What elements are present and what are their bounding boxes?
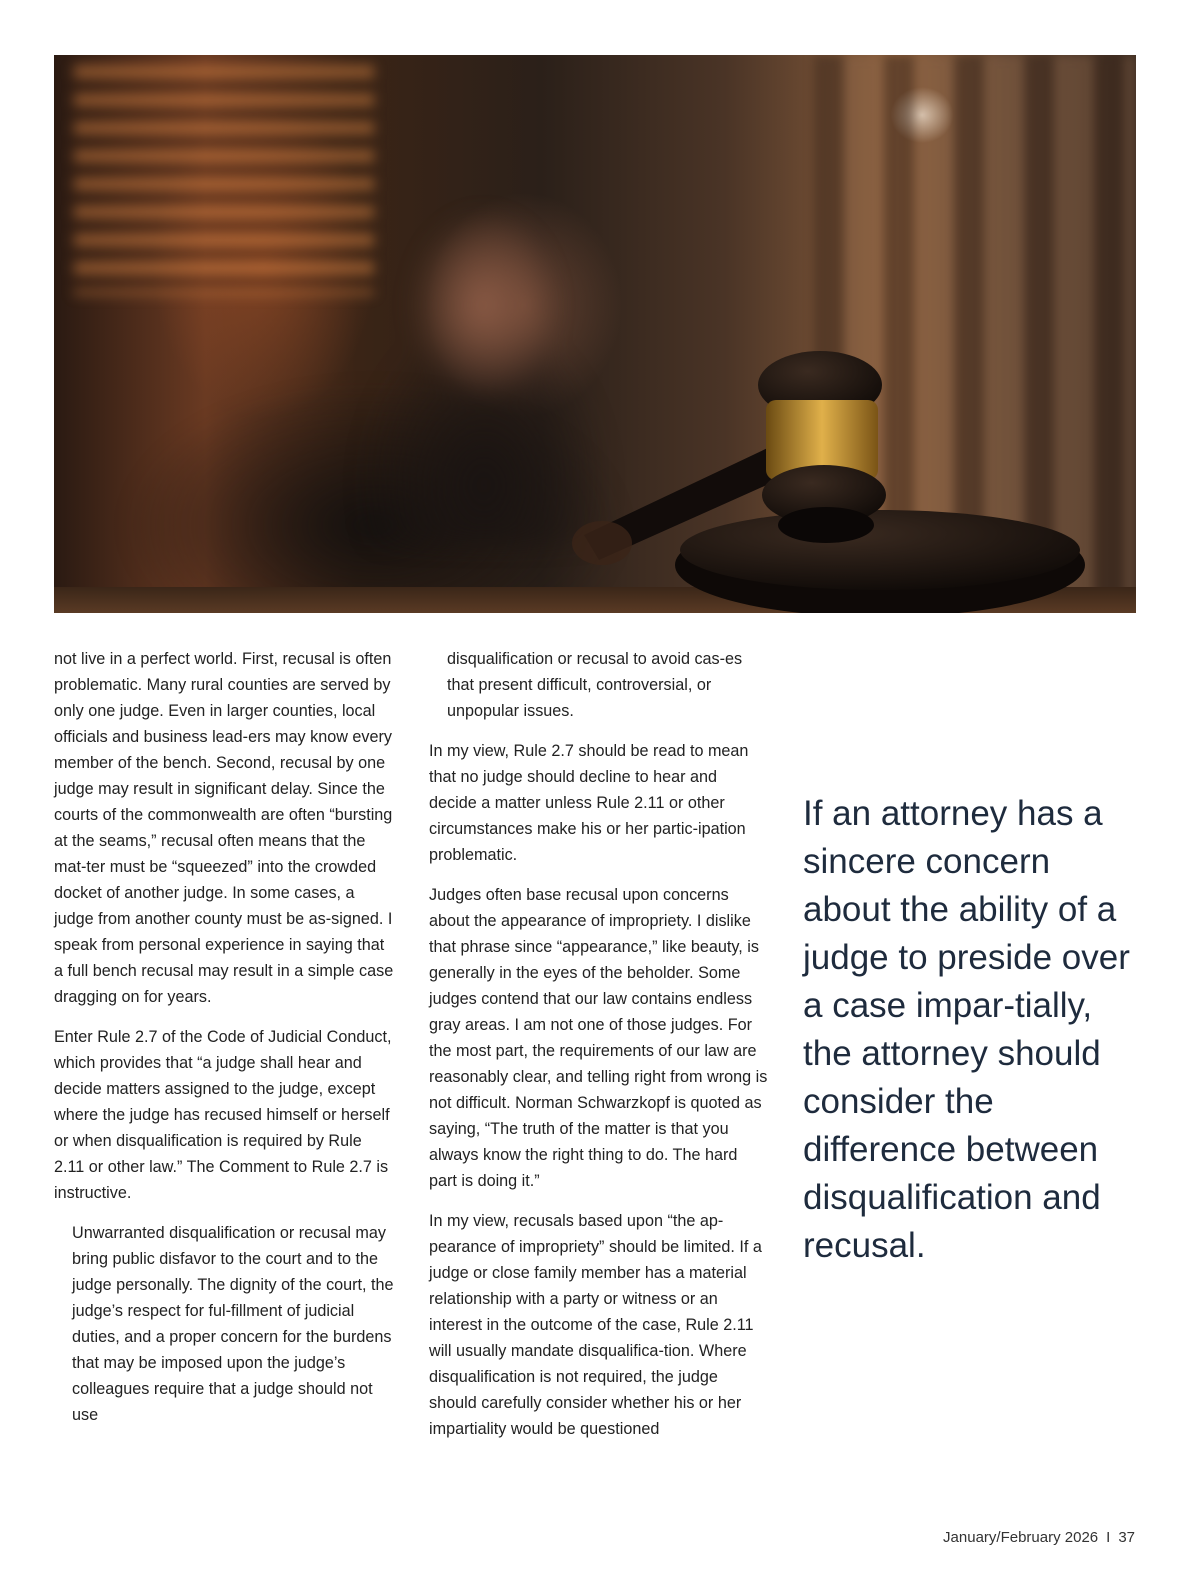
- footer-separator: I: [1106, 1529, 1111, 1546]
- block-quote: Unwarranted disqualification or recusal may bring public disfavor to the court and to the judge personally. The dignity of the court, the judge’s respect for ful-fillment of judicial duties, and a proper concern for the burdens that may be imposed upon the judge’s colleagues require that a judge should not use: [72, 1224, 394, 1424]
- paragraph: not live in a perfect world. First, recusal is often problematic. Many rural counties are served by only one judge. Even in larger counties, local officials and business lead-ers may know every member of the bench. Second, recusal by one judge may result in significant delay. Since the courts of the commonwealth are often “bursting at the seams,” recusal often means that the mat-ter must be “squeezed” into the crowded docket of another judge. In some cases, a judge from another county must be as-signed. I speak from personal experience in saying that a full bench recusal may result in a simple case dragging on for years.: [54, 650, 394, 1006]
- paragraph: Judges often base recusal upon concerns about the appearance of impropriety. I dislike that phrase since “appearance,” like beauty, is generally in the eyes of the beholder. Some judges contend that our law contains endless gray areas. I am not one of those judges. For the most part, the requirements of our law are reasonably clear, and telling right from wrong is not difficult. Norman Schwarzkopf is quoted as saying, “The truth of the matter is that you always know the right thing to do. The hard part is doing it.”: [429, 886, 768, 1190]
- page-footer: [943, 1529, 1135, 1546]
- pull-quote: If an attorney has a sincere concern about the ability of a judge to preside over a case impar-tially, the attorney should consider the difference between disqualification and recusal.: [803, 794, 1130, 1265]
- paragraph: In my view, recusals based upon “the ap-pearance of impropriety” should be limited. If a judge or close family member has a material relationship with a party or witness or an interest in the outcome of the case, Rule 2.11 will usually mandate disqualifica-tion. Where disqualification is not required, the judge should carefully consider whether his or her impartiality would be questioned: [429, 1212, 762, 1438]
- article-column-middle: [429, 646, 769, 1456]
- paragraph: Enter Rule 2.7 of the Code of Judicial Conduct, which provides that “a judge shall hear and decide matters assigned to the judge, except where the judge has recused himself or herself or when disqualification is required by Rule 2.11 or other law.” The Comment to Rule 2.7 is instructive.: [54, 1028, 392, 1202]
- gavel-icon: [54, 55, 1136, 613]
- paragraph: In my view, Rule 2.7 should be read to mean that no judge should decline to hear and decide a matter unless Rule 2.11 or other circumstances make his or her partic-ipation problematic.: [429, 742, 749, 864]
- page-number: 37: [1118, 1529, 1135, 1546]
- judge-gavel-photo: [54, 55, 1136, 613]
- article-column-left: [54, 646, 394, 1442]
- block-quote-continued: disqualification or recusal to avoid cas-es that present difficult, controversial, or unpopular issues.: [447, 650, 743, 720]
- issue-date: January/February 2026: [943, 1529, 1099, 1546]
